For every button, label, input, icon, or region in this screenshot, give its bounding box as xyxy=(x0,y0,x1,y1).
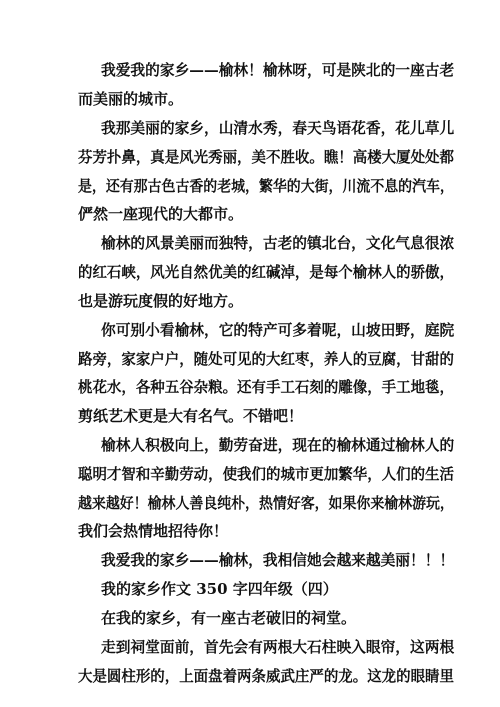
text-line: 也是游玩度假的好地方。 xyxy=(78,292,244,310)
text-line: 我爱我的家乡——榆林，我相信她会越来越美丽！！！ xyxy=(101,551,455,569)
text-line: 我那美丽的家乡，山清水秀，春天鸟语花香，花儿草儿 xyxy=(101,119,455,137)
text-line: 桃花水，各种五谷杂粮。还有手工石刻的雕像，手工地毯， xyxy=(78,378,454,396)
text-line: 而美丽的城市。 xyxy=(78,90,184,108)
text-line: 越来越好！榆林人善良纯朴，热情好客，如果你来榆林游玩， xyxy=(78,494,454,512)
text-line: 榆林的风景美丽而独特，古老的镇北台，文化气息很浓 xyxy=(101,234,455,252)
text-line: 聪明才智和辛勤劳动，使我们的城市更加繁华，人们的生活 xyxy=(78,465,454,483)
text-line: 芬芳扑鼻，真是风光秀丽，美不胜收。瞧！高楼大厦处处都 xyxy=(78,148,454,166)
text-line: 榆林人积极向上，勤劳奋进，现在的榆林通过榆林人的 xyxy=(101,436,455,454)
text-line: 走到祠堂面前，首先会有两根大石柱映入眼帘，这两根 xyxy=(101,638,455,656)
text-line: 我们会热情地招待你！ xyxy=(78,522,229,540)
text-line: 是，还有那古色古香的老城，繁华的大街，川流不息的汽车， xyxy=(78,177,454,195)
text-line: 剪纸艺术更是大有名气。不错吧！ xyxy=(78,407,304,425)
text-line: 在我的家乡，有一座古老破旧的祠堂。 xyxy=(101,609,357,627)
text-line: 我的家乡作文 350 字四年级（四） xyxy=(101,580,338,598)
text-line: 路旁，家家户户，随处可见的大红枣，养人的豆腐，甘甜的 xyxy=(78,350,454,368)
text-line: 俨然一座现代的大都市。 xyxy=(78,205,244,223)
text-line: 大是圆柱形的，上面盘着两条威武庄严的龙。这龙的眼睛里 xyxy=(78,667,454,685)
text-line: 你可别小看榆林，它的特产可多着呢，山坡田野，庭院 xyxy=(101,321,455,339)
text-line: 的红石峡，风光自然优美的红碱淖，是每个榆林人的骄傲， xyxy=(78,263,454,281)
text-line: 我爱我的家乡——榆林！榆林呀，可是陕北的一座古老 xyxy=(101,61,455,79)
